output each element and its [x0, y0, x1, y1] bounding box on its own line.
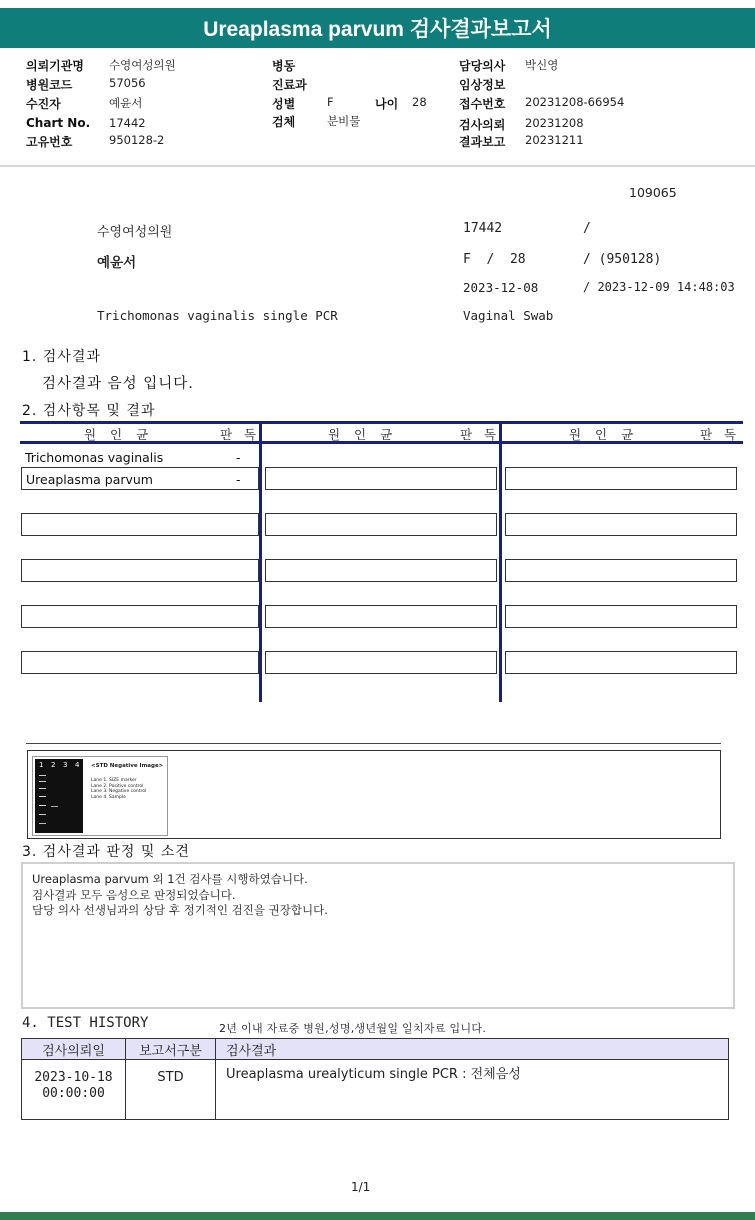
gel-legend-item: Lane 2. Positive control [91, 783, 144, 789]
result-cell [265, 559, 497, 582]
result-cell [505, 605, 737, 628]
header-divider [0, 165, 755, 167]
label-report-date: 결과보고 [459, 135, 506, 149]
label-patient: 수진자 [26, 97, 61, 111]
value-age: 28 [412, 95, 427, 109]
gel-legend [91, 778, 146, 800]
gel-band [39, 823, 46, 824]
result-name-1: Trichomonas vaginalis [25, 450, 164, 465]
opinion-line: 검사결과 모두 음성으로 판정되었습니다. [32, 887, 236, 902]
gel-band [39, 796, 46, 797]
result-cell [21, 651, 259, 674]
history-date: 2023-10-18 [34, 1070, 113, 1085]
value-hospital: 수영여성의원 [109, 58, 176, 72]
gel-lane-label: 3 [63, 761, 68, 769]
opinion-line: 담당 의사 선생님과의 상담 후 정기적인 검진을 권장합니다. [32, 903, 328, 917]
summary-request-date: 2023-12-08 [463, 280, 539, 295]
report-id: 109065 [629, 185, 677, 200]
result-cell [505, 651, 737, 674]
label-specimen: 검체 [272, 115, 296, 129]
summary-sex-age: F / 28 [463, 252, 526, 267]
value-report-date: 20231211 [525, 133, 584, 147]
col-header-reading-3: 판 독 [700, 427, 741, 442]
label-clinical-info: 임상정보 [459, 78, 506, 92]
result-name-2: Ureaplasma parvum [26, 472, 153, 487]
gel-legend-item: Lane 3. Negative control [91, 789, 147, 794]
col-header-organism-2: 원 인 균 [328, 427, 398, 442]
table-col-divider-2 [499, 421, 502, 702]
bottom-band [0, 1212, 755, 1220]
summary-birth: / (950128) [583, 252, 662, 267]
section2-heading: 2. 검사항목 및 결과 [22, 403, 156, 419]
history-type: STD [126, 1060, 216, 1120]
gel-image-panel [32, 756, 168, 836]
history-col-header: 검사의뢰일 [22, 1039, 126, 1060]
result-cell [21, 605, 259, 628]
label-chart-no: Chart No. [26, 116, 91, 130]
table-col-divider-1 [259, 421, 262, 702]
gel-band [39, 781, 46, 782]
history-col-header: 보고서구분 [126, 1039, 216, 1060]
value-receipt-no: 20231208-66954 [525, 95, 625, 109]
summary-patient-name: 예윤서 [97, 255, 137, 271]
table-top-rule [20, 421, 743, 424]
col-header-reading-2: 판 독 [460, 427, 501, 442]
page-number: 1/1 [351, 1180, 371, 1194]
label-age: 나이 [375, 97, 399, 111]
result-cell [21, 559, 259, 582]
value-patient: 예윤서 [109, 96, 143, 110]
gel-image [35, 759, 83, 833]
summary-hospital: 수영여성의원 [97, 225, 173, 240]
opinion-text [32, 872, 328, 919]
result-cell [265, 605, 497, 628]
section4-heading: 4. TEST HISTORY [22, 1015, 149, 1031]
summary-report-datetime: / 2023-12-09 14:48:03 [583, 280, 735, 294]
label-hospital: 의뢰기관명 [26, 59, 84, 73]
history-table [21, 1038, 729, 1120]
result-cell [505, 467, 737, 490]
summary-test-name: Trichomonas vaginalis single PCR [97, 308, 338, 323]
table-row [22, 1060, 729, 1120]
summary-slash: / [583, 221, 591, 236]
label-request-date: 검사의뢰 [459, 118, 506, 132]
col-header-organism-1: 원 인 균 [84, 427, 154, 442]
gel-top-rule [26, 743, 721, 744]
summary-specimen: Vaginal Swab [463, 308, 554, 323]
label-unique-no: 고유번호 [26, 135, 73, 149]
history-date-cell [22, 1060, 126, 1120]
summary-chart-no: 17442 [463, 221, 503, 236]
label-receipt-no: 접수번호 [459, 97, 506, 111]
gel-band [39, 814, 46, 815]
result-cell [505, 513, 737, 536]
result-cell [265, 513, 497, 536]
gel-legend-item: Lane 1. SIZE marker [91, 778, 137, 783]
gel-legend-item: Lane 4. Sample [91, 794, 126, 800]
history-result: Ureaplasma urealyticum single PCR : 전체음성 [216, 1060, 729, 1120]
label-doctor: 담당의사 [459, 59, 506, 73]
gel-lane-label: 4 [75, 761, 80, 769]
history-col-header: 검사결과 [216, 1039, 729, 1060]
gel-lane-label: 2 [51, 761, 56, 769]
value-sex: F [327, 95, 334, 109]
opinion-line: Ureaplasma parvum 외 1건 검사를 시행하였습니다. [32, 872, 308, 886]
value-doctor: 박신영 [525, 58, 559, 72]
label-hospital-code: 병원코드 [26, 78, 73, 92]
value-unique-no: 950128-2 [109, 133, 165, 147]
result-cell [265, 651, 497, 674]
value-specimen: 분비물 [327, 114, 361, 128]
section1-heading: 1. 검사결과 [22, 349, 101, 365]
section3-heading: 3. 검사결과 판정 및 소견 [22, 844, 190, 860]
result-cell [265, 467, 497, 490]
opinion-box [21, 862, 735, 1009]
result-value-2: - [236, 472, 241, 487]
gel-band [51, 806, 58, 807]
label-department: 진료과 [272, 78, 307, 92]
label-ward: 병동 [272, 59, 296, 73]
gel-lane-label: 1 [39, 761, 44, 769]
gel-band [39, 805, 46, 806]
label-sex: 성별 [272, 97, 296, 111]
history-time: 00:00:00 [42, 1086, 105, 1101]
gel-band [39, 788, 46, 789]
col-header-reading-1: 판 독 [220, 427, 261, 442]
result-value-1: - [236, 450, 241, 465]
col-header-organism-3: 원 인 균 [569, 427, 639, 442]
section1-result-text: 검사결과 음성 입니다. [42, 376, 194, 392]
value-hospital-code: 57056 [109, 76, 146, 90]
report-title: Ureaplasma parvum 검사결과보고서 [0, 8, 755, 48]
gel-title: <STD Negative Image> [91, 763, 164, 769]
gel-band [39, 775, 46, 776]
history-note: 2년 이내 자료중 병원,성명,생년월일 일치자료 입니다. [219, 1022, 487, 1035]
value-request-date: 20231208 [525, 116, 584, 130]
result-cell [21, 513, 259, 536]
value-chart-no: 17442 [109, 116, 146, 130]
result-cell [505, 559, 737, 582]
gel-frame [27, 750, 721, 839]
